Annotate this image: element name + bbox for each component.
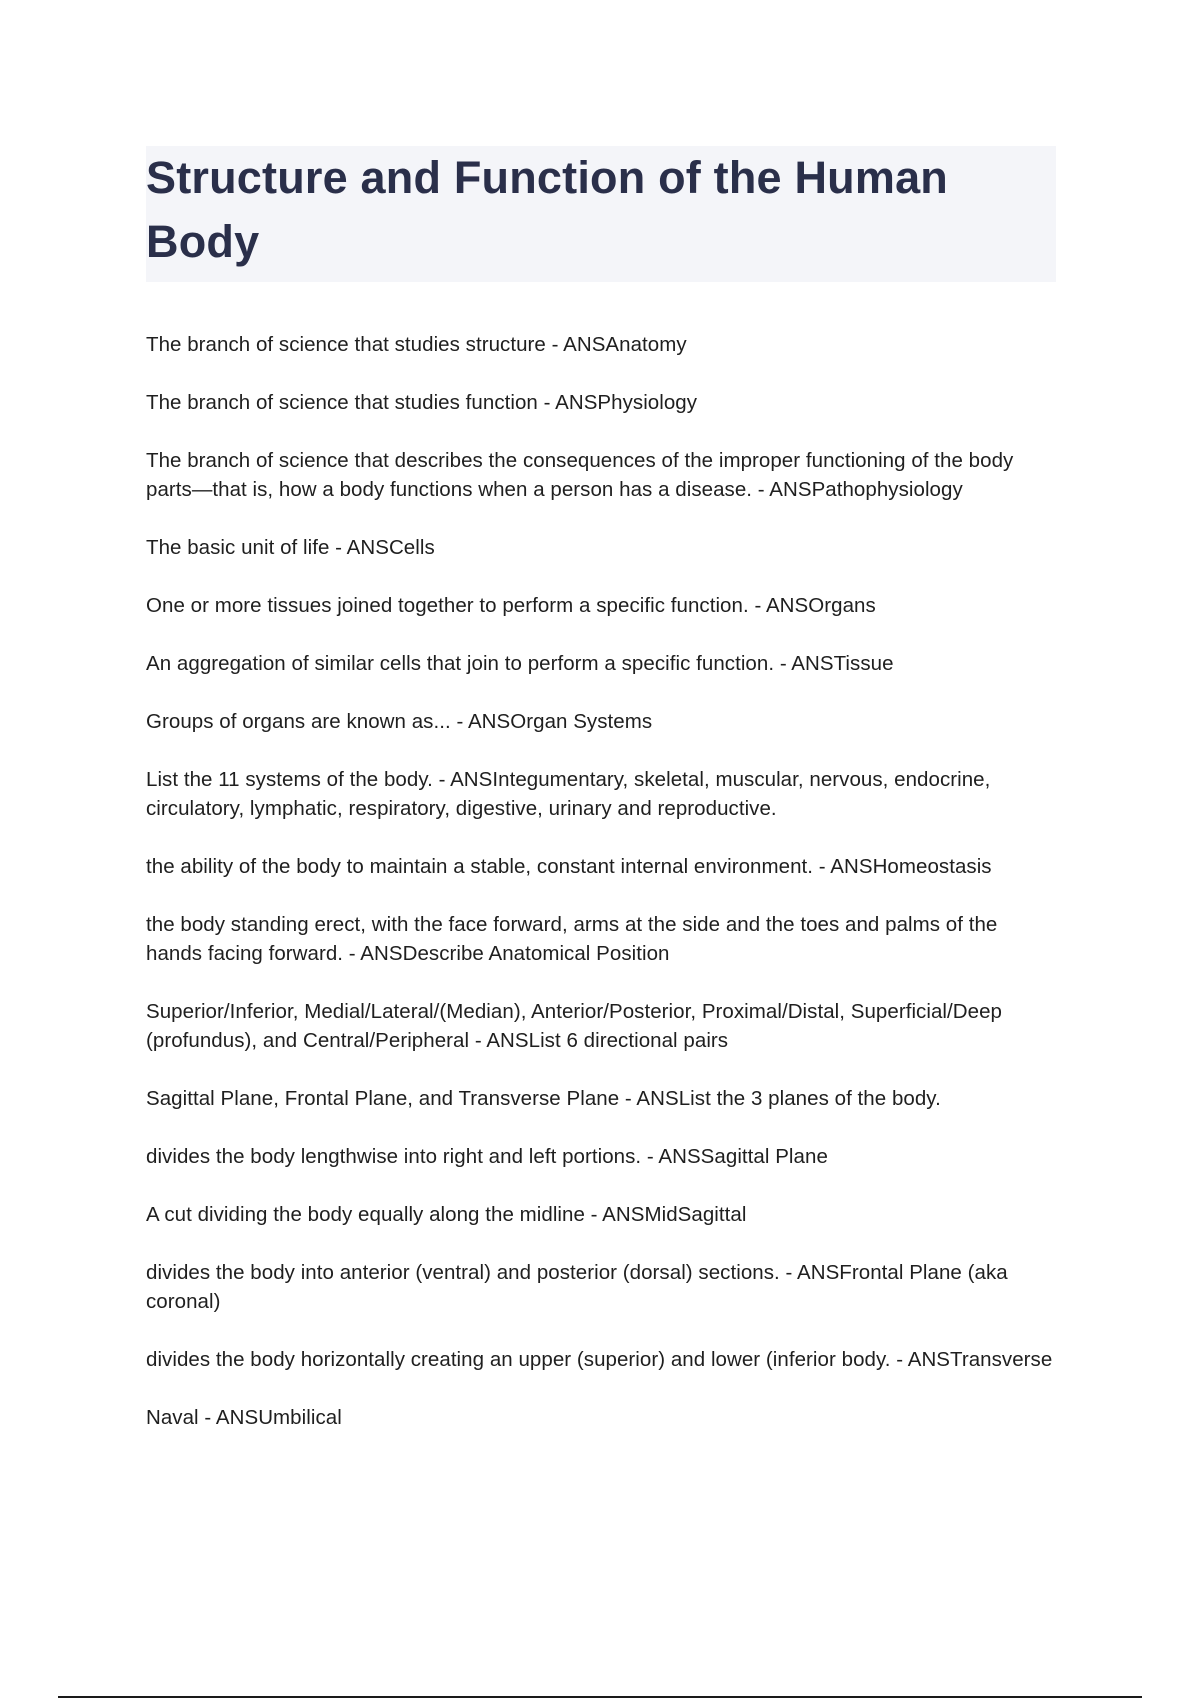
qa-item: The branch of science that describes the consequences of the improper functioning of the body parts—that is, how a body functions when a person has a disease. - ANSPathophysiology (146, 449, 1014, 501)
qa-item: the ability of the body to maintain a stable, constant internal environment. - ANSHomeostasis (146, 855, 992, 878)
qa-item: the body standing erect, with the face forward, arms at the side and the toes and palms of the hands facing forward. - ANSDescribe Anatomical Position (146, 913, 998, 965)
qa-list (146, 330, 1056, 1461)
qa-item: divides the body horizontally creating an upper (superior) and lower (inferior body. - ANSTransverse (146, 1348, 1053, 1371)
qa-item: Groups of organs are known as... - ANSOrgan Systems (146, 710, 653, 733)
qa-item: One or more tissues joined together to perform a specific function. - ANSOrgans (146, 594, 876, 617)
qa-item: Sagittal Plane, Frontal Plane, and Transverse Plane - ANSList the 3 planes of the body. (146, 1087, 941, 1110)
document-title: Structure and Function of the Human Body (146, 152, 948, 267)
qa-item: The branch of science that studies function - ANSPhysiology (146, 391, 698, 414)
qa-item: Superior/Inferior, Medial/Lateral/(Median), Anterior/Posterior, Proximal/Distal, Superficial/Deep (profundus), and Central/Peripheral - ANSList 6 directional pairs (146, 1000, 1002, 1052)
qa-item: divides the body into anterior (ventral) and posterior (dorsal) sections. - ANSFrontal Plane (aka coronal) (146, 1261, 1008, 1313)
title-block (146, 146, 1056, 282)
qa-item: List the 11 systems of the body. - ANSIntegumentary, skeletal, muscular, nervous, endocrine, circulatory, lymphatic, respiratory, digestive, urinary and reproductive. (146, 768, 991, 820)
qa-item: The basic unit of life - ANSCells (146, 536, 435, 559)
qa-item: A cut dividing the body equally along the midline - ANSMidSagittal (146, 1203, 747, 1226)
qa-item: The branch of science that studies structure - ANSAnatomy (146, 333, 687, 356)
qa-item: divides the body lengthwise into right and left portions. - ANSSagittal Plane (146, 1145, 828, 1168)
document-page (146, 146, 1056, 1429)
qa-item: An aggregation of similar cells that join to perform a specific function. - ANSTissue (146, 652, 894, 675)
page-bottom-divider (58, 1696, 1142, 1698)
qa-item: Naval - ANSUmbilical (146, 1406, 342, 1429)
